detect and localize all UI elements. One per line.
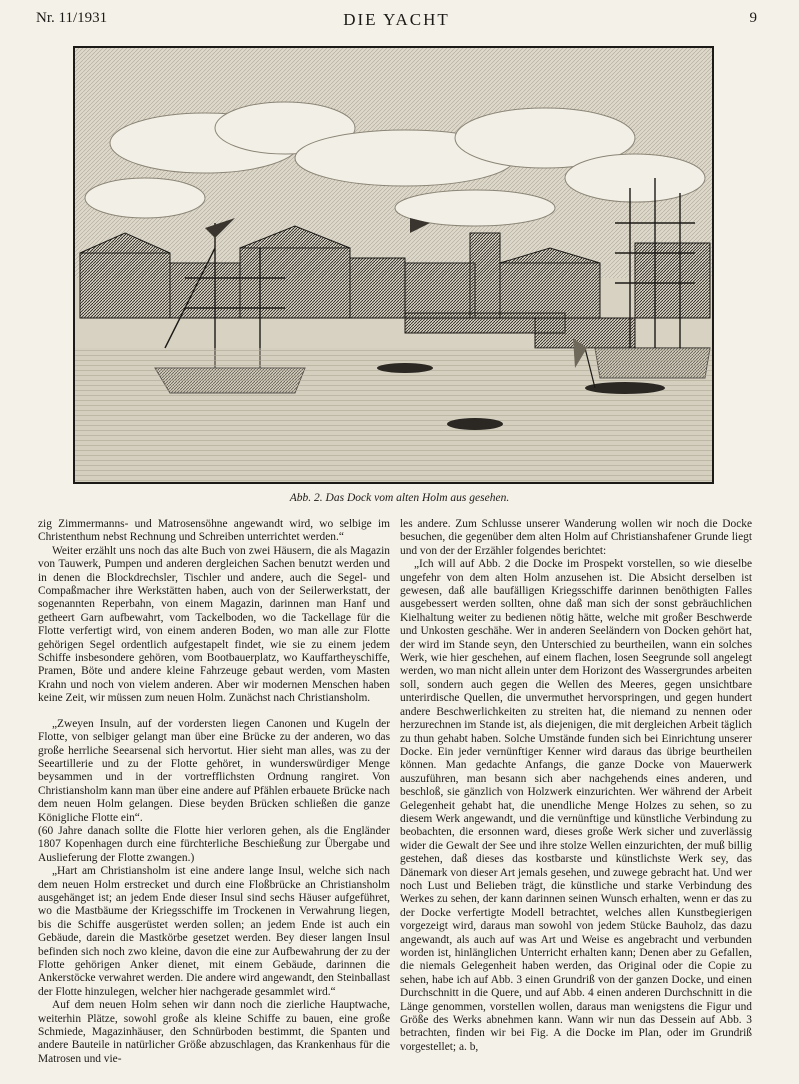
quote-paragraph: „Zweyen Insuln, auf der vordersten liegen Canonen und Kugeln der Flotte, von selbiger gelangt man über eine Brücke zu der anderen, wo das große herrliche Seearsenal sich hervortut. Hier sieht man alles, was zu der Seeartillerie und zu der Flotte gehöret, in wunderswürdiger Menge beysammen und in der vortrefflichsten Ordnung rangiret. Von Christiansholm kann man über eine andere auf Pfählen erbauete Brücke nach dem neuen Holm gelangen. Diese beyden Brücken schließen die ganze Königliche Flotte ein“. (38, 717, 390, 824)
paragraph: Auf dem neuen Holm sehen wir dann noch die zierliche Hauptwache, weiterhin Plätze, sowohl große als kleine Schiffe zu bauen, eine große Schmiede, Magazinhäuser, den Schnürboden bestimmt, die Spanten und andere Bauteile in natürlicher Größe abzuschlagen, das Krankenhaus für die Matrosen und vie- (38, 999, 390, 1065)
right-column (400, 518, 752, 1054)
page-number: 9 (749, 10, 757, 26)
figure-caption: Abb. 2. Das Dock vom alten Holm aus gesehen. (289, 492, 510, 504)
left-column (38, 518, 390, 1066)
engraving-harbor-dock-icon (75, 48, 712, 482)
quote-paragraph: „Ich will auf Abb. 2 die Docke im Prospekt vorstellen, so wie dieselbe ungefehr von dem alten Holm anzusehen ist. Die Absicht derselben ist gewesen, daß alle baufälligen Kriegsschiffe darinnen benöthigten Falles ausgebessert werden sollten, ohne daß man sich der sonst gebräuchlichen Kielhaltung weiter zu bedienen nötig hätte, welche mit großer Beschwerde und Unkosten geschähe. Wer in anderen Seeländern von Docken gehört hat, der wird im Stande seyn, den Unterschied zu beurtheilen, wann ein solches Werk, wie hier geschehen, auf einem flachen, losen Seegrunde soll angelegt werden, wo man nicht allein unter dem Horizont des Wassergrundes arbeiten soll, sondern auch gegen die Wellen des Meeres, gegen unsichtbare unterirdische Quellen, die unvermuthet hervorspringen, und gegen hundert andere Beschwerlichkeiten zu streiten hat, die niemand zu nennen oder herzurechnen im Stande ist, als diejenigen, die mit dergleichen Arbeit täglich zu thun gehabt haben. Solche Umstände funden sich bei Einrichtung unserer Docke. Ein jeder vernünftiger Kenner wird daraus das übrige beurtheilen können. Man gedachte Anfangs, die ganze Docke von Mauerwerk auszuführen, man besann sich aber nachgehends eines anderen, und beschloß, sie gänzlich von Holzwerk einzurichten. Wer während der Arbeit Gelegenheit gehabt hat, die unendliche Menge Holzes zu sehen, so zu diesem Werk angewandt, und die vernünftige und künstliche Verbindung zu beobachten, die ersonnen ward, dieses große Werk sicher und zuverlässig wider die Gewalt der See und ihre stolze Wellen einzurichten, der muß billig gestehen, daß dieses das kostbarste und künstlichste Werk sey, das Dänemark von dieser Art jemals gesehen, und zuwege gebracht hat. Und wer noch Lust und Belieben trägt, die künstliche und starke Verbindung des Werkes zu sehen, der kann darinnen seinen Wunsch erhalten, wenn er das zu der Docke verfertigte Modell betrachtet, welches allen Kunstbegierigen vorgezeigt wird, daraus man sowohl von jedem Stücke Bauholz, das dazu angewandt, als auch auf was Art und Weise es angebracht und verbunden worden ist, hinlänglichen Unterricht erhalten kann; Denen aber zu Gefallen, die niemals Gelegenheit haben werden, das Original oder die Copie zu sehen, habe ich auf Abb. 3 einen Grundriß von der ganzen Docke, und einen Durchschnitt in die Quere, und auf Abb. 4 einen anderen Durchschnitt in die Länge genommen, vorstellen wollen, daraus man wenigstens die Figur und Größe des Werks abnehmen kann. Wann wir nun das Dessein auf Abb. 3 betrachten, finden wir bei Fig. A die Docke im Plan, oder im Grundriß vorgestellet; a. b, (400, 558, 752, 1053)
paragraph: zig Zimmermanns- und Matrosensöhne angewandt wird, wo selbige im Christenthum nebst Rechnung und Schreiben unterrichtet werden.“ (38, 518, 390, 544)
paragraph: (60 Jahre danach sollte die Flotte hier verloren gehen, als die Engländer 1807 Kopenhagen durch eine fürchterliche Beschießung zur Übergabe und Auslieferung der Flotte zwangen.) (38, 824, 390, 864)
issue-number: Nr. 11/1931 (36, 10, 108, 26)
paragraph: Weiter erzählt uns noch das alte Buch von zwei Häusern, die als Magazin von Tauwerk, Pumpen und anderen dergleichen Sachen benutzt werden und in denen die Blockdrechsler, Tischler und andere, auch die Segel- und Compaßmacher ihre Werkstätten haben, auch von der Seilerwerkstatt, der sogenannten Reperbahn, von einem Magazin, darinnen man Hanf und getheert Garn aufbewahrt, vom Tackelboden, wo die Tackellage für die Flotte verfertigt wird, von einem anderen Boden, wo man alle zur Flotte gehörigen Segel ordentlich aufgestapelt findet, wie sie zu einem jedem Schiffe insbesondere gehören, vom Bootbauerplatz, wo Kauffartheyschiffe, Pramen, Böte und andere kleine Fahrzeuge gebaut werden, vom Masten Krahn und noch von vielem anderen. Aber wir modernen Menschen haben keine Zeit, wir müssen zum neuen Holm. Zunächst nach Christiansholm. (38, 544, 390, 705)
magazine-title: DIE YACHT (343, 10, 450, 29)
quote-paragraph: „Hart am Christiansholm ist eine andere lange Insul, welche sich nach dem neuen Holm erstrecket und durch eine Floßbrücke an Christiansholm ausgehänget ist; an jedem Ende dieser Insul sind sechs Häuser aufgeführet, wo die Mastbäume der Kriegsschiffe im Trockenen in Verwahrung liegen, bis die Schiffe ausgerüstet werden sollen; an jedem Ende ist auch ein Gebäude, darein die Mastkörbe gesetzet werden. Bey dieser langen Insul befinden sich noch zwo kleine, davon die eine zur Aufbewahrung der zu der Flotte gehörigen Anker dienet, mit einem Gebäude, darinnen die Ankerstöcke verwahret werden. Die andere wird angewandt, den Steinballast der Flotte hinzulegen, welcher hier nachgerade gesammlet wird.“ (38, 865, 390, 998)
paragraph: les andere. Zum Schlusse unserer Wanderung wollen wir noch die Docke besuchen, die gegenüber dem alten Holm auf Christianshafener Grunde liegt und von der der Erzähler folgendes berichtet: (400, 518, 752, 557)
page-header (36, 10, 757, 32)
harbor-engraving-figure (73, 46, 714, 484)
